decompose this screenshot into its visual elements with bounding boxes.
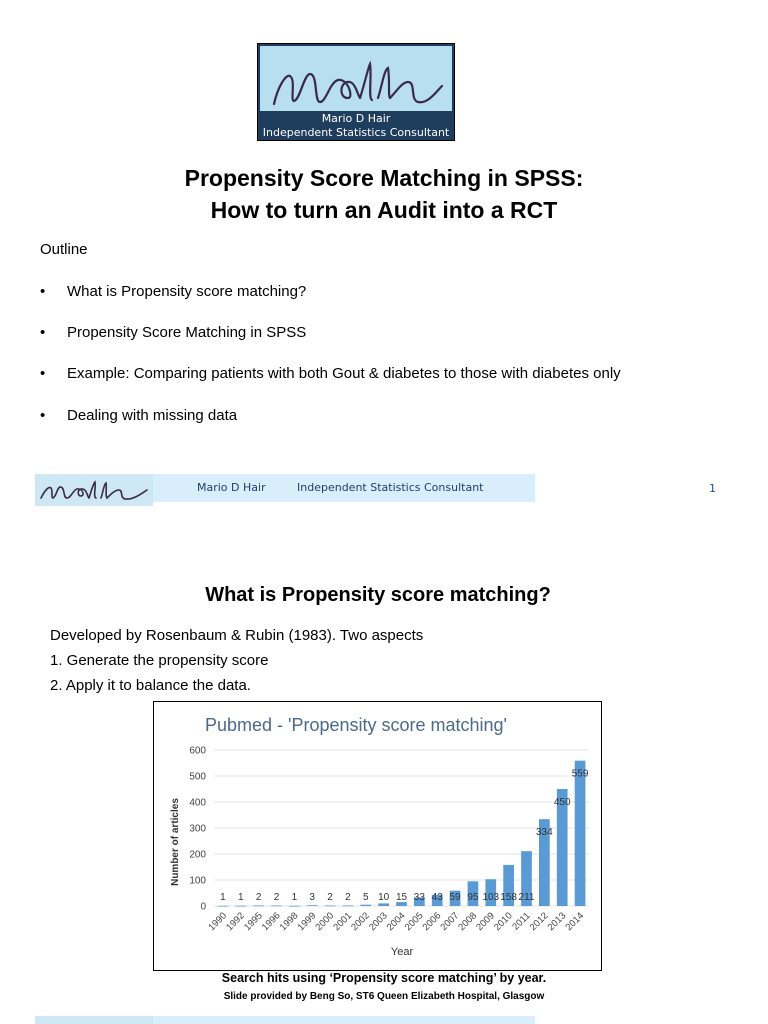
x-tick-label: 1992 [224,910,247,934]
data-label: 1 [238,892,244,903]
bullet-marker: • [40,365,46,382]
bullet-item [40,324,306,341]
next-slide-footer [35,1016,535,1024]
chart-frame [153,701,602,971]
data-label: 2 [327,892,333,903]
body-line: 1. Generate the propensity score [50,652,269,669]
x-tick-label: 1999 [295,910,319,934]
data-label: 10 [378,892,390,903]
chart-bar [218,906,229,907]
slide-title-line1: Propensity Score Matching in SPSS: [184,165,584,191]
chart-ylabel: Number of articles [170,798,181,886]
chart-bar [360,905,371,906]
logo-signature-panel [260,46,452,111]
bullet-text: Dealing with missing data [67,407,238,424]
bullet-marker: • [40,324,46,341]
data-label: 559 [571,768,589,780]
x-tick-label: 2011 [510,910,533,933]
bullet-item [40,407,237,424]
data-label: 158 [500,892,517,903]
y-tick-label: 200 [189,849,206,861]
chart-title: Pubmed - 'Propensity score matching' [204,715,508,735]
logo-role: Independent Statistics Consultant [262,126,450,139]
chart-bar [575,761,586,906]
data-label: 103 [482,892,500,903]
data-label: 3 [309,892,315,903]
footer-role: Independent Statistics Consultant [297,481,484,494]
y-tick-label: 0 [200,901,206,913]
x-tick-label: 2005 [402,910,426,934]
x-tick-label: 1996 [259,910,283,934]
x-tick-label: 2002 [349,910,372,934]
x-tick-label: 2003 [367,910,390,934]
page-number: 1 [709,482,716,495]
bullet-text: What is Propensity score matching? [67,283,307,300]
bar-chart [154,702,601,970]
chart-caption: Search hits using ‘Propensity score matching’ by year. [221,971,547,985]
y-tick-label: 300 [189,823,206,835]
footer-logo [35,1016,153,1024]
data-label: 59 [449,892,461,903]
data-label: 2 [345,892,351,903]
bullet-item [40,365,621,382]
x-tick-label: 1990 [206,910,230,934]
bullet-text: Propensity Score Matching in SPSS [67,324,307,341]
bullet-item [40,283,306,300]
x-tick-label: 2012 [527,910,551,934]
data-label: 43 [431,892,443,903]
data-label: 33 [413,892,425,903]
data-label: 15 [395,892,408,903]
slide-title-line2: How to turn an Audit into a RCT [210,197,558,223]
outline-label: Outline [40,241,88,258]
chart-bar [289,906,300,907]
chart-credit: Slide provided by Beng So, ST6 Queen Elizabeth Hospital, Glasgow [223,991,545,1002]
chart-xlabel: Year [390,946,414,958]
chart-bar [378,903,389,906]
x-tick-label: 2014 [563,910,587,934]
chart-bar [325,905,336,906]
logo-name: Mario D Hair [321,112,391,125]
data-label: 450 [553,797,571,808]
x-tick-label: 2004 [384,910,408,934]
chart-bar [253,905,264,906]
data-label: 211 [518,892,535,903]
mdh-signature-icon [35,474,153,506]
chart-bar [271,905,282,906]
x-tick-label: 2013 [545,910,569,934]
x-tick-label: 2001 [331,910,355,934]
x-tick-label: 2009 [474,910,497,934]
data-label: 1 [291,892,298,903]
x-tick-label: 2000 [313,910,337,934]
y-tick-label: 400 [189,797,206,809]
data-label: 95 [467,892,479,903]
chart-bar [235,906,246,907]
x-tick-label: 2006 [420,910,444,934]
slide-footer [35,474,535,502]
data-label: 334 [536,827,553,839]
body-line: Developed by Rosenbaum & Rubin (1983). Two aspects [50,627,424,644]
footer-logo [35,474,153,506]
footer-name: Mario D Hair [197,481,266,494]
bullet-marker: • [40,407,46,424]
mdh-signature-icon [260,46,452,111]
y-tick-label: 100 [189,875,206,887]
body-line: 2. Apply it to balance the data. [50,677,251,694]
chart-bar [343,905,354,906]
data-label: 5 [363,892,369,903]
x-tick-label: 2008 [456,910,480,934]
data-label: 1 [220,892,226,903]
y-tick-label: 500 [189,771,206,783]
logo [257,43,455,141]
y-tick-label: 600 [189,745,206,757]
bullet-marker: • [40,283,46,300]
slide2-title: What is Propensity score matching? [205,584,551,606]
x-tick-label: 2010 [492,910,515,934]
data-label: 2 [273,892,280,903]
data-label: 2 [255,892,262,903]
chart-bar [307,905,318,906]
bullet-text: Example: Comparing patients with both Gout & diabetes to those with diabetes only [67,365,621,382]
x-tick-label: 1998 [277,910,301,934]
x-tick-label: 1995 [242,910,265,934]
x-tick-label: 2007 [438,910,462,934]
